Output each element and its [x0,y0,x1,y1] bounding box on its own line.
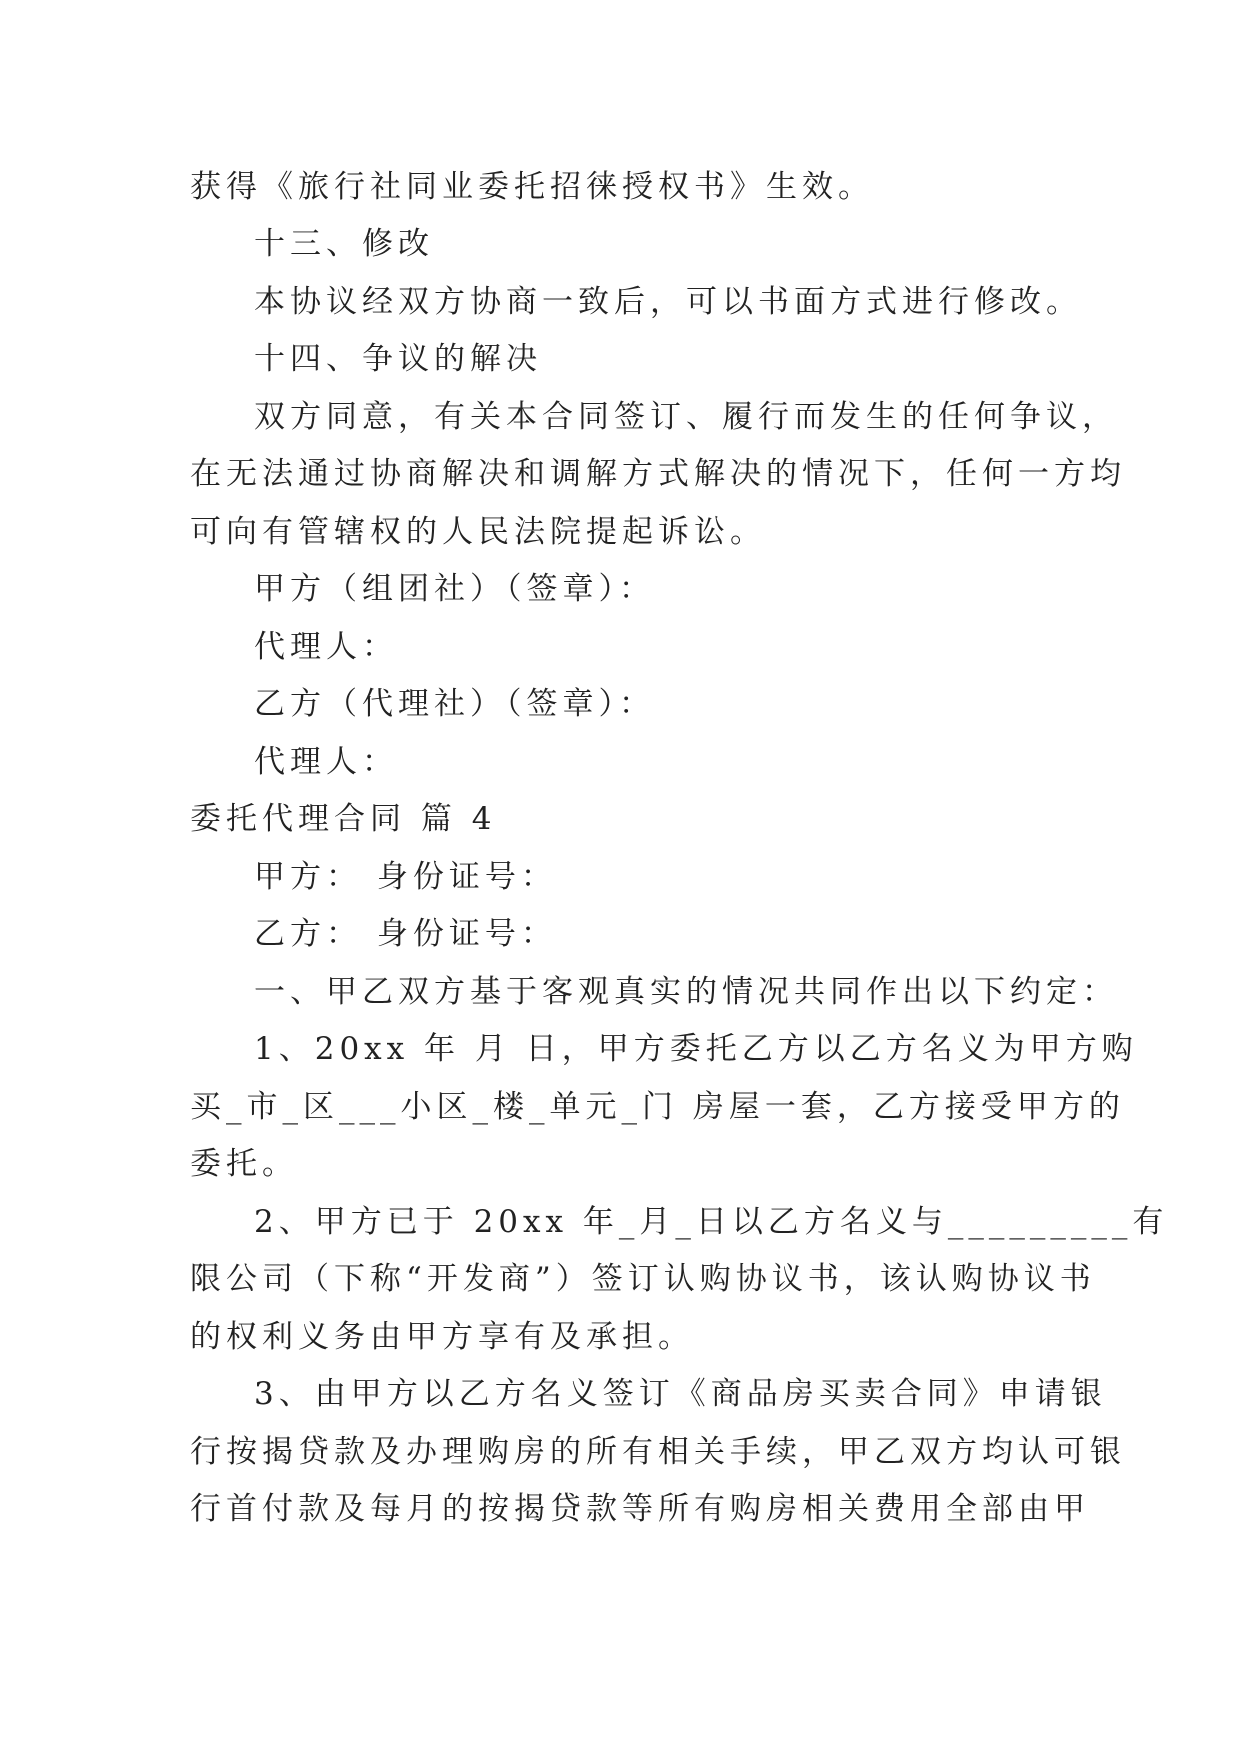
section-heading: 十四、争议的解决 [254,341,542,377]
text-line: 行按揭贷款及办理购房的所有相关手续，甲乙双方均认可银 [190,1434,1126,1470]
text-line: 本协议经双方协商一致后，可以书面方式进行修改。 [254,284,1082,320]
text-line: 获得《旅行社同业委托招徕授权书》生效。 [190,169,874,205]
signature-line: 代理人： [254,629,398,665]
text-line: 3、由甲方以乙方名义签订《商品房买卖合同》申请银 [254,1376,1107,1412]
text-line: 限公司（下称“开发商”）签订认购协议书，该认购协议书 [190,1261,1096,1297]
signature-line: 乙方（代理社）（签章）： [254,686,655,722]
party-line: 甲方： 身份证号： [254,859,557,895]
text-line: 一、甲乙双方基于客观真实的情况共同作出以下约定： [254,974,1118,1010]
signature-line: 甲方（组团社）（签章）： [254,571,655,607]
text-line: 的权利义务由甲方享有及承担。 [190,1319,694,1355]
party-line: 乙方： 身份证号： [254,916,557,952]
text-line: 在无法通过协商解决和调解方式解决的情况下，任何一方均 [190,456,1126,492]
section-heading: 十三、修改 [254,226,434,262]
signature-line: 代理人： [254,744,398,780]
contract-title: 委托代理合同 篇 4 [190,801,497,837]
text-line: 2、甲方已于 20xx 年_月_日以乙方名义与_________有 [254,1204,1169,1240]
text-line: 买_市_区___小区_楼_单元_门 房屋一套，乙方接受甲方的 [190,1089,1125,1125]
text-line: 可向有管辖权的人民法院提起诉讼。 [190,514,766,550]
text-line: 行首付款及每月的按揭贷款等所有购房相关费用全部由甲 [190,1491,1090,1527]
text-line: 委托。 [190,1146,298,1182]
text-line: 1、20xx 年 月 日，甲方委托乙方以乙方名义为甲方购 [254,1031,1138,1067]
text-line: 双方同意，有关本合同签订、履行而发生的任何争议， [254,399,1118,435]
